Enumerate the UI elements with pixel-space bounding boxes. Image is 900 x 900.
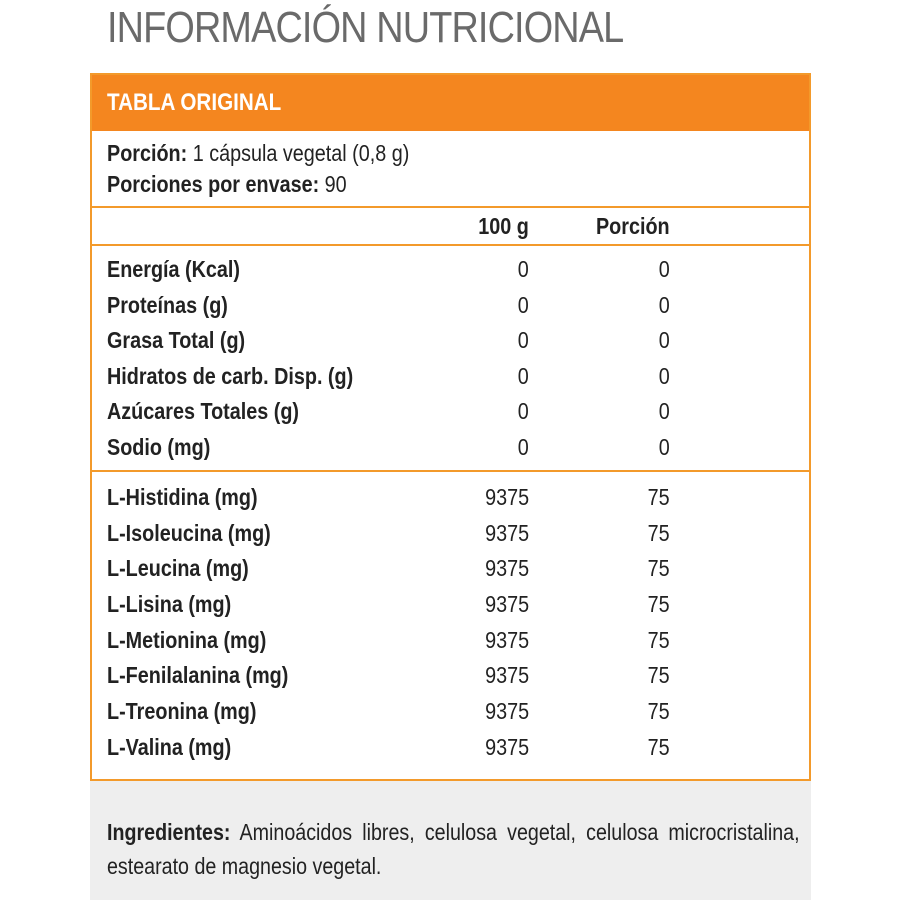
ingredients-text — [107, 815, 800, 883]
column-header-100g: 100 g — [478, 213, 529, 239]
value-100g: 0 — [517, 363, 529, 389]
amino-acid-name: L-Isoleucina (mg) — [107, 520, 271, 546]
value-100g: 0 — [517, 434, 529, 460]
ingredients-label: Ingredientes: — [107, 819, 231, 845]
amino-acid-name: L-Treonina (mg) — [107, 698, 257, 724]
value-100g: 9375 — [484, 627, 529, 653]
column-header-portion: Porción — [596, 213, 670, 239]
amino-acid-name: L-Leucina (mg) — [107, 555, 249, 581]
table-header-banner — [92, 75, 809, 131]
value-portion: 0 — [658, 398, 670, 424]
value-portion: 0 — [658, 363, 670, 389]
table-row — [92, 586, 809, 622]
divider — [92, 470, 809, 472]
nutrient-name: Proteínas (g) — [107, 292, 228, 318]
value-100g: 0 — [517, 327, 529, 353]
table-row — [92, 287, 809, 323]
serving-size — [107, 139, 409, 167]
value-portion: 75 — [647, 484, 670, 510]
nutrition-table — [90, 73, 811, 781]
value-100g: 0 — [517, 256, 529, 282]
value-100g: 0 — [517, 398, 529, 424]
table-row — [92, 657, 809, 693]
value-100g: 9375 — [484, 591, 529, 617]
amino-acid-name: L-Metionina (mg) — [107, 627, 267, 653]
amino-acid-name: L-Histidina (mg) — [107, 484, 258, 510]
servings-per-container-label: Porciones por envase: — [107, 171, 320, 197]
value-portion: 75 — [647, 627, 670, 653]
value-portion: 75 — [647, 520, 670, 546]
serving-size-value: 1 cápsula vegetal (0,8 g) — [192, 140, 410, 166]
amino-acid-name: L-Fenilalanina (mg) — [107, 662, 289, 688]
value-portion: 0 — [658, 292, 670, 318]
servings-per-container-value: 90 — [324, 171, 347, 197]
page-title: INFORMACIÓN NUTRICIONAL — [107, 3, 624, 52]
table-row — [92, 550, 809, 586]
amino-acid-name: L-Lisina (mg) — [107, 591, 232, 617]
value-portion: 75 — [647, 555, 670, 581]
table-row — [92, 393, 809, 429]
value-portion: 75 — [647, 734, 670, 760]
table-header-label: TABLA ORIGINAL — [107, 89, 282, 116]
servings-per-container — [107, 170, 347, 198]
nutrient-name: Energía (Kcal) — [107, 256, 241, 282]
divider — [92, 244, 809, 246]
nutrient-name: Azúcares Totales (g) — [107, 398, 299, 424]
value-100g: 9375 — [484, 662, 529, 688]
table-row — [92, 429, 809, 465]
value-portion: 0 — [658, 327, 670, 353]
table-row — [92, 693, 809, 729]
value-portion: 0 — [658, 256, 670, 282]
table-row — [92, 515, 809, 551]
table-row — [92, 479, 809, 515]
table-row — [92, 358, 809, 394]
value-portion: 75 — [647, 662, 670, 688]
value-portion: 0 — [658, 434, 670, 460]
value-100g: 9375 — [484, 484, 529, 510]
value-100g: 9375 — [484, 698, 529, 724]
table-row — [92, 729, 809, 765]
value-100g: 9375 — [484, 555, 529, 581]
amino-acid-name: L-Valina (mg) — [107, 734, 232, 760]
value-portion: 75 — [647, 698, 670, 724]
value-portion: 75 — [647, 591, 670, 617]
value-100g: 9375 — [484, 520, 529, 546]
nutrient-name: Grasa Total (g) — [107, 327, 246, 353]
table-row — [92, 251, 809, 287]
table-row — [92, 622, 809, 658]
nutrient-name: Sodio (mg) — [107, 434, 211, 460]
ingredients-list: Aminoácidos libres, celulosa vegetal, celulosa microcristalina, estearato de magnesio vegetal. — [107, 819, 800, 879]
value-100g: 9375 — [484, 734, 529, 760]
nutrient-name: Hidratos de carb. Disp. (g) — [107, 363, 354, 389]
divider — [92, 206, 809, 208]
table-row — [92, 322, 809, 358]
value-100g: 0 — [517, 292, 529, 318]
serving-size-label: Porción: — [107, 140, 188, 166]
ingredients-box — [90, 781, 811, 900]
